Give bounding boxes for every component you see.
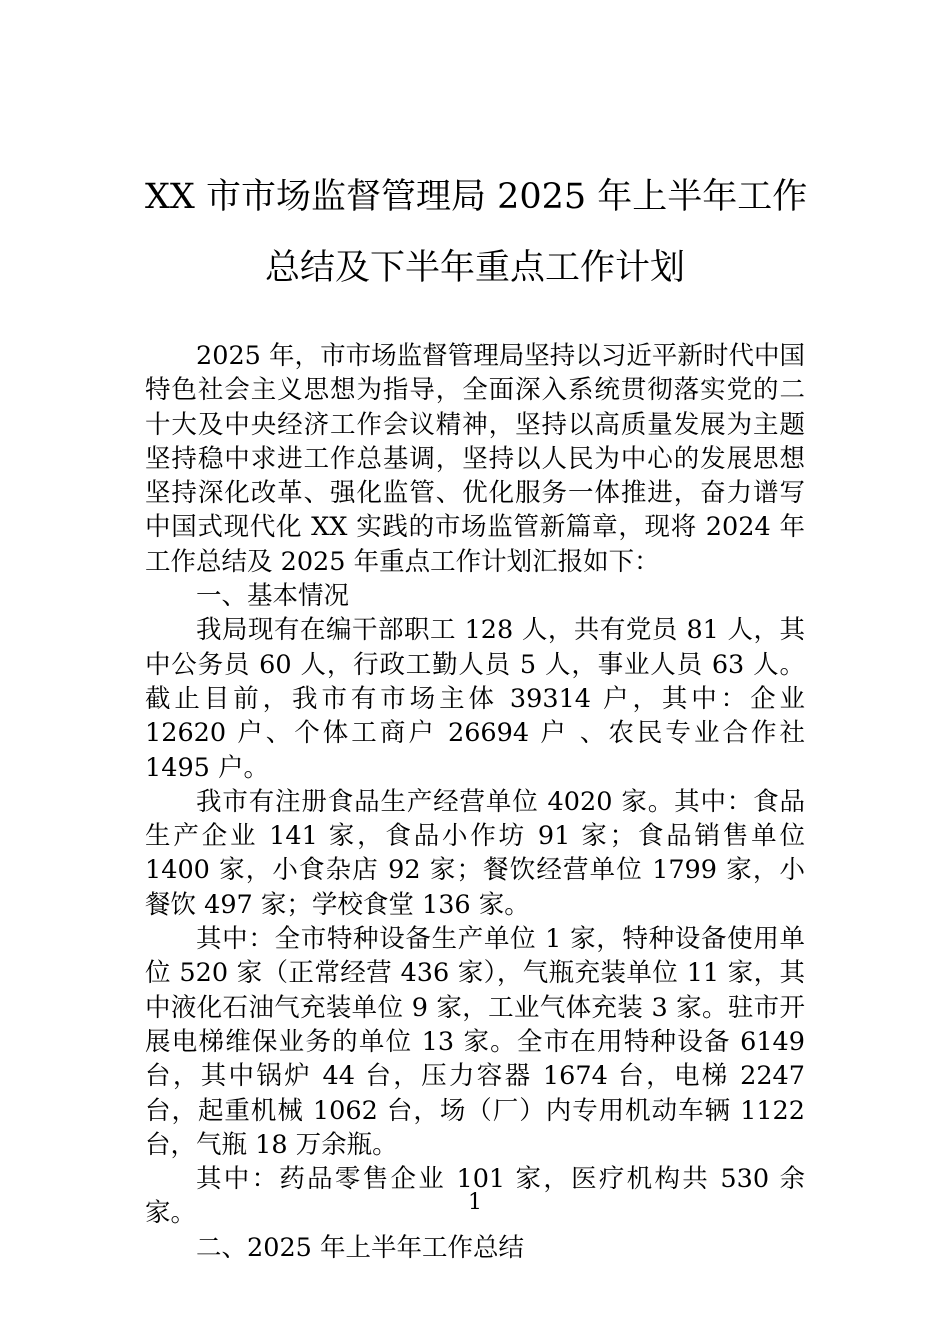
food-units-paragraph: 我市有注册食品生产经营单位 4020 家。其中：食品生产企业 141 家，食品小作坊 91 家；食品销售单位 1400 家，小食杂店 92 家；餐饮经营单位 1799 家，小餐饮 497 家；学校食堂 136 家。	[145, 786, 805, 920]
intro-paragraph: 2025 年，市市场监督管理局坚持以习近平新时代中国特色社会主义思想为指导，全面深入系统贯彻落实党的二十大及中央经济工作会议精神，坚持以高质量发展为主题坚持稳中求进工作总基调，坚持以人民为中心的发展思想坚持深化改革、强化监管、优化服务一体推进，奋力谱写中国式现代化 XX 实践的市场监管新篇章，现将 2024 年工作总结及 2025 年重点工作计划汇报如下：	[145, 341, 805, 577]
section-heading-basic-info: 一、基本情况	[196, 581, 350, 612]
special-equipment-paragraph: 其中：全市特种设备生产单位 1 家，特种设备使用单位 520 家（正常经营 436 家），气瓶充装单位 11 家，其中液化石油气充装单位 9 家，工业气体充装 3 家。驻市开展电梯维保业务的单位 13 家。全市在用特种设备 6149 台，其中锅炉 44 台，压力容器 1674 台，电梯 2247 台，起重机械 1062 台，场（厂）内专用机动车辆 1122 台，气瓶 18 万余瓶。	[145, 924, 805, 1160]
section-heading-summary: 二、2025 年上半年工作总结	[196, 1232, 525, 1263]
staff-and-market-paragraph: 我局现有在编干部职工 128 人，共有党员 81 人，其中公务员 60 人，行政工勤人员 5 人，事业人员 63 人。截止目前，我市有市场主体 39314 户，其中：企业 12620 户、个体工商户 26694 户 、农民专业合作社 1495 户。	[145, 615, 805, 783]
document-title-line-1: XX 市市场监督管理局 2025 年上半年工作	[145, 177, 808, 217]
pharmacy-paragraph: 其中：药品零售企业 101 家，医疗机构共 530 余家。	[145, 1164, 805, 1229]
document-title-line-2: 总结及下半年重点工作计划	[264, 248, 685, 288]
document-body	[145, 339, 805, 1265]
page-number: 1	[468, 1190, 482, 1215]
